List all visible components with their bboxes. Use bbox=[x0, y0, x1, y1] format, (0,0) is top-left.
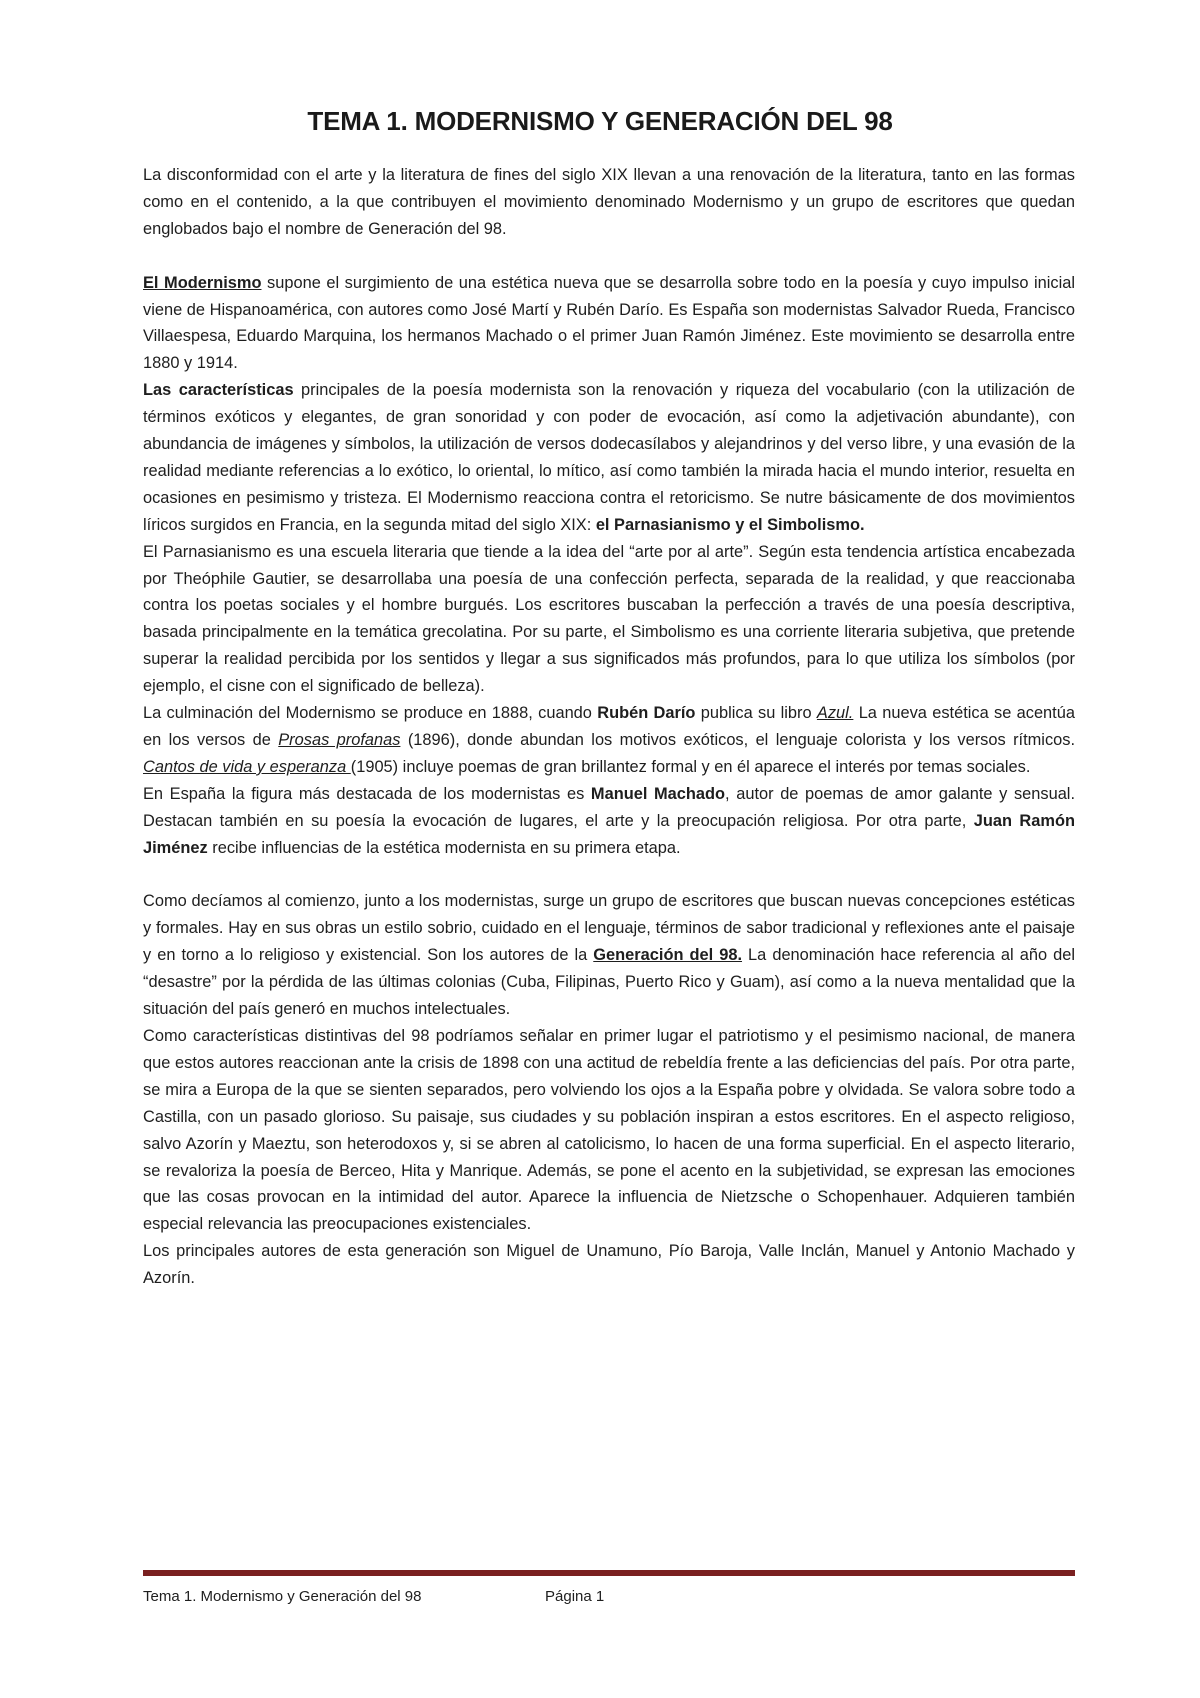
parnasianismo-simbolismo: el Parnasianismo y el Simbolismo. bbox=[595, 515, 865, 534]
espana-text-b: , autor de poemas de amor galante y sensual. Destacan también en su poesía la evocación de lugares, el arte y la preocupación religiosa. Por otra parte, bbox=[143, 784, 1076, 830]
book-cantos-de-vida: Cantos de vida y esperanza bbox=[143, 757, 351, 776]
paragraph-parnasianismo: El Parnasianismo es una escuela literaria que tiende a la idea del “arte por al arte”. Según esta tendencia artística encabezada por Theóphile Gautier, se desarrollaba una poesía de una confección perfecta, separada de la realidad, y que reaccionaba contra los poetas sociales y el hombre burgués. Los escritores buscaban la perfección a través de una poesía descriptiva, basada principalmente en la temática grecolatina. Por su parte, el Simbolismo es una corriente literaria subjetiva, que pretende superar la realidad percibida por los sentidos y llegar a sus significados más profundos, para lo que utiliza los símbolos (por ejemplo, el cisne con el significado de belleza). bbox=[143, 542, 1075, 696]
culminacion-text-b: publica su libro bbox=[695, 704, 817, 723]
footer-page-number: Página 1 bbox=[545, 1588, 605, 1605]
juan-ramon-jimenez: Juan Ramón Jiménez bbox=[143, 811, 1075, 857]
espana-text-c: recibe influencias de la estética modernista en su primera etapa. bbox=[207, 838, 681, 857]
modernismo-text: supone el surgimiento de una estética nueva que se desarrolla sobre todo en la poesía y cuyo impulso inicial viene de Hispanoamérica, con autores como José Martí y Rubén Darío. Es España son modernistas Salvador Rueda, Francisco Villaespesa, Eduardo Marquina, los hermanos Machado o el primer Juan Ramón Jiménez. Este movimiento se desarrolla entre 1880 y 1914. bbox=[143, 273, 1075, 373]
ruben-dario: Rubén Darío bbox=[597, 704, 696, 723]
document-title: TEMA 1. MODERNISMO Y GENERACIÓN DEL 98 bbox=[307, 106, 893, 136]
espana-text-a: En España la figura más destacada de los modernistas es bbox=[143, 784, 591, 803]
culminacion-text-c: La nueva estética se acentúa en los versos de bbox=[143, 704, 1075, 750]
culminacion-text-d: (1896), donde abundan los motivos exóticos, el lenguaje colorista y los versos rítmicos. bbox=[400, 731, 1075, 750]
paragraph-caracteristicas-98: Como características distintivas del 98 podríamos señalar en primer lugar el patriotismo y el pesimismo nacional, de manera que estos autores reaccionan ante la crisis de 1898 con una actitud de rebeldía frente a las deficiencias del país. Por otra parte, se mira a Europa de la que se sienten separados, pero volviendo los ojos a la España pobre y olvidada. Se valora sobre todo a Castilla, con un pasado glorioso. Su paisaje, sus ciudades y su población inspiran a estos escritores. En el aspecto religioso, salvo Azorín y Maeztu, son heterodoxos y, si se abren al catolicismo, lo hacen de una forma superficial. En el aspecto literario, se revaloriza la poesía de Berceo, Hita y Manrique. Además, se pone el acento en la subjetividad, se expresan las emociones que las cosas provocan en la intimidad del autor. Aparece la influencia de Nietzsche o Schopenhauer. Adquieren también especial relevancia las preocupaciones existenciales. bbox=[143, 1026, 1075, 1234]
culminacion-text-e: (1905) incluye poemas de gran brillantez formal y en él aparece el interés por temas sociales. bbox=[350, 757, 1031, 776]
modernismo-heading: El Modernismo bbox=[143, 273, 262, 292]
paragraph-culminacion bbox=[143, 700, 1075, 781]
document-body bbox=[143, 162, 1075, 1292]
generacion-text-a: Como decíamos al comienzo, junto a los modernistas, surge un grupo de escritores que buscan nuevas concepciones estéticas y formales. Hay en sus obras un estilo sobrio, cuidado en el lenguaje, términos de sabor tradicional y reflexiones ante el paisaje y en torno a lo religioso y existencial. Son los autores de la bbox=[143, 892, 1075, 965]
paragraph-modernismo bbox=[143, 270, 1075, 378]
generacion-text-b: La denominación hace referencia al año del “desastre” por la pérdida de las últimas colonias (Cuba, Filipinas, Puerto Rico y Guam), así como a la nueva mentalidad que la situación del país generó en muchos intelectuales. bbox=[143, 946, 1075, 1019]
paragraph-espana bbox=[143, 781, 1075, 862]
generacion-heading: Generación del 98. bbox=[593, 946, 743, 965]
paragraph-caracteristicas bbox=[143, 377, 1075, 538]
caracteristicas-lead: Las características bbox=[143, 381, 294, 400]
culminacion-text-a: La culminación del Modernismo se produce en 1888, cuando bbox=[143, 704, 598, 723]
paragraph-intro: La disconformidad con el arte y la literatura de fines del siglo XIX llevan a una renovación de la literatura, tanto en las formas como en el contenido, a la que contribuyen el movimiento denominado Modernismo y un grupo de escritores que quedan englobados bajo el nombre de Generación del 98. bbox=[143, 166, 1075, 238]
caracteristicas-text: principales de la poesía modernista son la renovación y riqueza del vocabulario (con la utilización de términos exóticos y elegantes, de gran sonoridad y con poder de evocación, así como la adjetivación abundante), con abundancia de imágenes y símbolos, la utilización de versos dodecasílabos y alejandrinos y del verso libre, y una evasión de la realidad mediante referencias a lo exótico, lo oriental, lo mítico, así como también la mirada hacia el mundo interior, resuelta en ocasiones en pesimismo y tristeza. El Modernismo reacciona contra el retoricismo. Se nutre básicamente de dos movimientos líricos surgidos en Francia, en la segunda mitad del siglo XIX: bbox=[143, 381, 1075, 534]
book-prosas-profanas: Prosas profanas bbox=[278, 731, 401, 750]
footer-title: Tema 1. Modernismo y Generación del 98 bbox=[143, 1588, 422, 1605]
footer-rule bbox=[143, 1570, 1075, 1576]
paragraph-generacion bbox=[143, 888, 1075, 1023]
paragraph-autores: Los principales autores de esta generación son Miguel de Unamuno, Pío Baroja, Valle Inclán, Manuel y Antonio Machado y Azorín. bbox=[143, 1242, 1075, 1288]
book-azul: Azul. bbox=[816, 704, 854, 723]
manuel-machado: Manuel Machado bbox=[590, 784, 726, 803]
